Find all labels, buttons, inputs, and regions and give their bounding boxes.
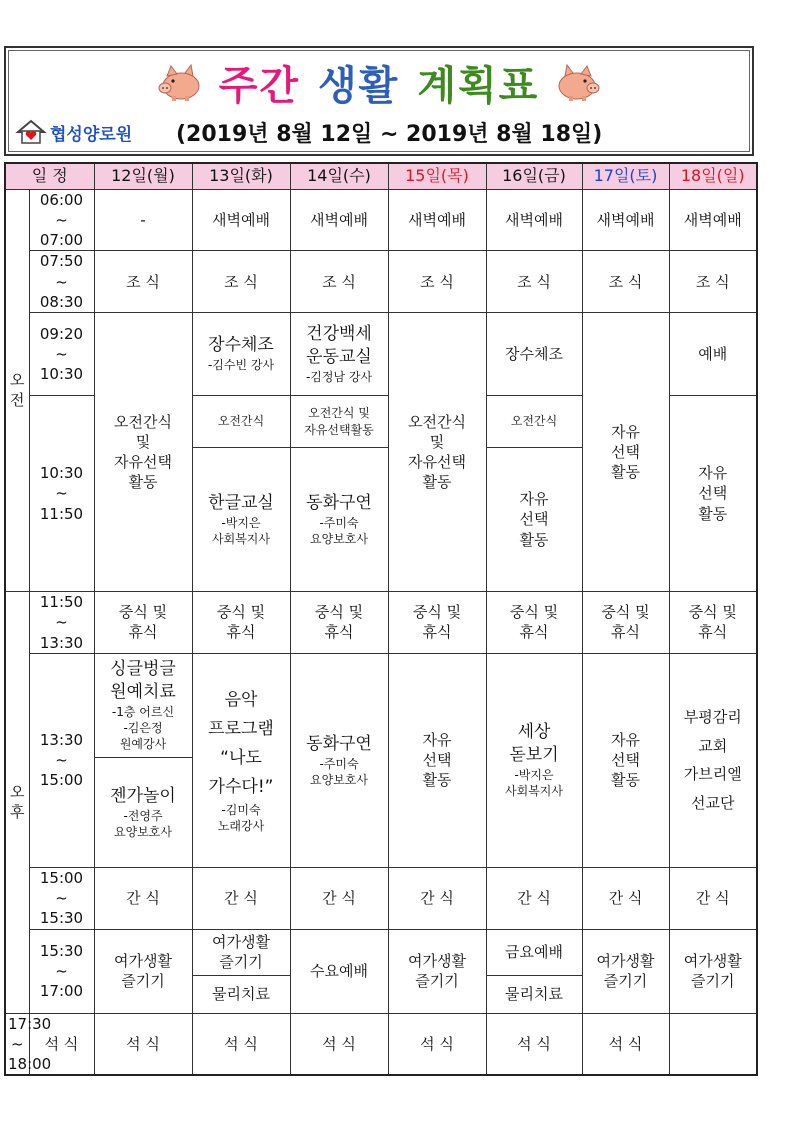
cell-tue-snack: 오전간식 bbox=[192, 396, 290, 448]
pig-icon bbox=[553, 62, 603, 102]
cell-physio-fri: 물리치료 bbox=[486, 975, 582, 1013]
program-name: 젠가놀이 bbox=[110, 785, 176, 806]
cell-breakfast: 조 식 bbox=[582, 251, 669, 313]
program-instructor: -박지은 사회복지사 bbox=[212, 515, 270, 546]
cell-tue-music bbox=[192, 653, 290, 867]
cell-dawn-sun: 새벽예배 bbox=[669, 189, 757, 251]
program-instructor: -김수빈 강사 bbox=[207, 358, 275, 373]
program-name: 동화구연 bbox=[306, 492, 372, 513]
cell-snack-pm: 간 식 bbox=[192, 867, 290, 929]
day-tue: 13일(화) bbox=[192, 163, 290, 189]
house-heart-logo bbox=[16, 119, 46, 145]
cell-dawn-wed: 새벽예배 bbox=[290, 189, 388, 251]
cell-leisure-thu: 여가생활 즐기기 bbox=[388, 929, 486, 1013]
org bbox=[16, 119, 176, 145]
cell-mon-morning: 오전간식 및 자유선택 활동 bbox=[94, 313, 192, 592]
time-cell: 09:20 ~ 10:30 bbox=[29, 313, 94, 396]
cell-fri-free: 자유 선택 활동 bbox=[486, 448, 582, 592]
cell-dinner: 석 식 bbox=[192, 1013, 290, 1075]
header-row bbox=[5, 163, 757, 189]
cell-dawn-thu: 새벽예배 bbox=[388, 189, 486, 251]
cell-breakfast: 조 식 bbox=[486, 251, 582, 313]
cell-dinner: 석 식 bbox=[29, 1013, 94, 1075]
row-0920 bbox=[5, 313, 757, 396]
cell-lunch: 중식 및 휴식 bbox=[582, 592, 669, 654]
program-name: 동화구연 bbox=[306, 733, 372, 754]
cell-snack-pm: 간 식 bbox=[582, 867, 669, 929]
program-name: 세상 돋보기 bbox=[509, 722, 559, 766]
day-fri: 16일(금) bbox=[486, 163, 582, 189]
time-cell: 13:30 ~ 15:00 bbox=[29, 653, 94, 867]
cell-fri-exercise: 장수체조 bbox=[486, 313, 582, 396]
period: (2019년 8월 12일 ~ 2019년 8월 18일) bbox=[176, 121, 603, 147]
section-am: 오 전 bbox=[5, 189, 29, 592]
title-word-1: 주간 bbox=[218, 62, 301, 109]
cell-dawn-sat: 새벽예배 bbox=[582, 189, 669, 251]
row-0750 bbox=[5, 251, 757, 313]
cell-wed-worship: 수요예배 bbox=[290, 929, 388, 1013]
day-wed: 14일(수) bbox=[290, 163, 388, 189]
time-cell: 17:30 ~ 18:00 bbox=[5, 1013, 29, 1075]
cell-lunch: 중식 및 휴식 bbox=[290, 592, 388, 654]
day-sun: 18일(일) bbox=[669, 163, 757, 189]
program-name: 음악 프로그램 “나도 가수다!” bbox=[208, 690, 274, 797]
program-name: 장수체조 bbox=[208, 335, 274, 356]
cell-breakfast: 조 식 bbox=[290, 251, 388, 313]
cell-dawn-mon: - bbox=[94, 189, 192, 251]
cell-sun-worship: 예배 bbox=[669, 313, 757, 396]
time-cell: 15:30 ~ 17:00 bbox=[29, 929, 94, 1013]
subtitle-row bbox=[16, 114, 742, 150]
cell-dawn-fri: 새벽예배 bbox=[486, 189, 582, 251]
cell-dinner: 석 식 bbox=[94, 1013, 192, 1075]
cell-dinner: 석 식 bbox=[290, 1013, 388, 1075]
cell-breakfast: 조 식 bbox=[192, 251, 290, 313]
cell-lunch: 중식 및 휴식 bbox=[669, 592, 757, 654]
cell-dinner: 석 식 bbox=[388, 1013, 486, 1075]
corner-cell: 일 정 bbox=[5, 163, 94, 189]
cell-snack-pm: 간 식 bbox=[94, 867, 192, 929]
cell-fri-world bbox=[486, 653, 582, 867]
cell-leisure-sat: 여가생활 즐기기 bbox=[582, 929, 669, 1013]
time-cell: 07:50 ~ 08:30 bbox=[29, 251, 94, 313]
cell-mon-garden bbox=[94, 653, 192, 757]
cell-snack-pm: 간 식 bbox=[388, 867, 486, 929]
cell-leisure-mon: 여가생활 즐기기 bbox=[94, 929, 192, 1013]
time-cell: 06:00 ~ 07:00 bbox=[29, 189, 94, 251]
cell-lunch: 중식 및 휴식 bbox=[94, 592, 192, 654]
program-instructor: -전영주 요양보호사 bbox=[114, 808, 172, 839]
cell-breakfast: 조 식 bbox=[388, 251, 486, 313]
time-cell: 11:50 ~ 13:30 bbox=[29, 592, 94, 654]
cell-dawn-tue: 새벽예배 bbox=[192, 189, 290, 251]
cell-dinner: 석 식 bbox=[486, 1013, 582, 1075]
row-0600 bbox=[5, 189, 757, 251]
cell-dinner: 석 식 bbox=[582, 1013, 669, 1075]
row-1530a bbox=[5, 929, 757, 975]
cell-snack-pm: 간 식 bbox=[669, 867, 757, 929]
day-sat: 17일(토) bbox=[582, 163, 669, 189]
cell-physio-tue: 물리치료 bbox=[192, 975, 290, 1013]
row-1330a bbox=[5, 653, 757, 757]
cell-mon-jenga bbox=[94, 757, 192, 867]
program-instructor: -주미숙 요양보호사 bbox=[310, 756, 368, 787]
page-title bbox=[219, 54, 539, 111]
cell-lunch: 중식 및 휴식 bbox=[486, 592, 582, 654]
weekly-schedule-table bbox=[4, 162, 758, 1076]
cell-snack-pm: 간 식 bbox=[486, 867, 582, 929]
plan-header bbox=[4, 46, 754, 156]
title-word-2: 생활 bbox=[318, 62, 400, 109]
cell-lunch: 중식 및 휴식 bbox=[388, 592, 486, 654]
cell-wed-health bbox=[290, 313, 388, 396]
cell-leisure-tue: 여가생활 즐기기 bbox=[192, 929, 290, 975]
time-cell: 10:30 ~ 11:50 bbox=[29, 396, 94, 592]
cell-snack-pm: 간 식 bbox=[290, 867, 388, 929]
row-1150 bbox=[5, 592, 757, 654]
time-cell: 15:00 ~ 15:30 bbox=[29, 867, 94, 929]
cell-lunch: 중식 및 휴식 bbox=[192, 592, 290, 654]
program-instructor: -김미숙 노래강사 bbox=[217, 802, 265, 834]
cell-thu-morning: 오전간식 및 자유선택 활동 bbox=[388, 313, 486, 592]
row-1500 bbox=[5, 867, 757, 929]
title-row bbox=[6, 54, 752, 110]
cell-sun-free: 자유 선택 활동 bbox=[669, 396, 757, 592]
program-instructor: -박지은 사회복지사 bbox=[505, 768, 563, 799]
program-name: 싱글벙글 원예치료 bbox=[110, 659, 176, 702]
cell-wed-story bbox=[290, 448, 388, 592]
cell-breakfast: 조 식 bbox=[94, 251, 192, 313]
cell-sun-church: 부평감리 교회 가브리엘 선교단 bbox=[669, 653, 757, 867]
title-word-3: 계획표 bbox=[417, 62, 540, 109]
cell-breakfast: 조 식 bbox=[669, 251, 757, 313]
day-mon: 12일(월) bbox=[94, 163, 192, 189]
program-instructor: -주미숙 요양보호사 bbox=[310, 515, 368, 546]
section-pm: 오 후 bbox=[5, 592, 29, 1014]
cell-fri-worship: 금요예배 bbox=[486, 929, 582, 975]
cell-wed-story-pm bbox=[290, 653, 388, 867]
cell-thu-free: 자유 선택 활동 bbox=[388, 653, 486, 867]
row-1730 bbox=[5, 1013, 757, 1075]
program-instructor: -1층 어르신 -김은정 원예강사 bbox=[111, 704, 175, 752]
cell-sat-free-pm: 자유 선택 활동 bbox=[582, 653, 669, 867]
program-name: 건강백세 운동교실 bbox=[306, 323, 372, 367]
cell-tue-exercise bbox=[192, 313, 290, 396]
cell-leisure-sun: 여가생활 즐기기 bbox=[669, 929, 757, 1013]
cell-fri-snack: 오전간식 bbox=[486, 396, 582, 448]
pig-icon bbox=[155, 62, 205, 102]
cell-wed-snack-free: 오전간식 및 자유선택활동 bbox=[290, 396, 388, 448]
program-instructor: -김정남 강사 bbox=[305, 369, 373, 384]
day-thu: 15일(목) bbox=[388, 163, 486, 189]
cell-sat-free: 자유 선택 활동 bbox=[582, 313, 669, 592]
program-name: 한글교실 bbox=[208, 492, 274, 513]
cell-tue-korean bbox=[192, 448, 290, 592]
org-name: 협성양로원 bbox=[50, 124, 133, 145]
